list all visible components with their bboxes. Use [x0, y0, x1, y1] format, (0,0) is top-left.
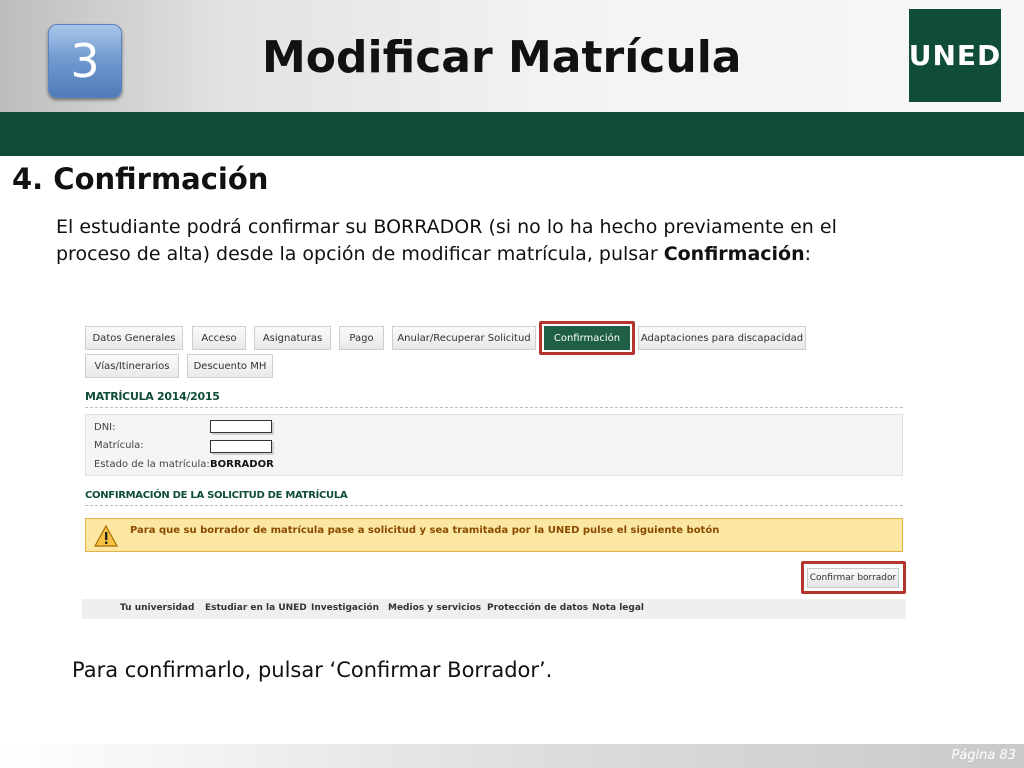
- warning-box: [85, 518, 903, 552]
- matricula-label: Matrícula:: [94, 440, 144, 451]
- dni-field[interactable]: [210, 420, 272, 433]
- embedded-screenshot: [82, 320, 906, 620]
- intro-text: El estudiante podrá confirmar su BORRADOR (si no lo ha hecho previamente en el proceso de alta) desde la opción de modificar matrícula, pulsar: [56, 216, 837, 265]
- tab-anular-recuperar[interactable]: Anular/Recuperar Solicitud: [392, 326, 536, 350]
- outro-text: Para confirmarlo, pulsar ‘Confirmar Borrador’.: [72, 658, 553, 682]
- footer-link[interactable]: Estudiar en la UNED: [205, 603, 307, 613]
- uned-logo: UNED: [909, 9, 1001, 102]
- tab-descuento-mh[interactable]: Descuento MH: [187, 354, 273, 378]
- tab-acceso[interactable]: Acceso: [192, 326, 246, 350]
- confirmation-title: CONFIRMACIÓN DE LA SOLICITUD DE MATRÍCULA: [85, 490, 348, 501]
- intro-paragraph: [56, 214, 916, 268]
- warning-icon: [94, 525, 118, 547]
- footer-link[interactable]: Protección de datos: [487, 603, 589, 613]
- tab-confirmacion[interactable]: Confirmación: [544, 326, 630, 350]
- tab-datos-generales[interactable]: Datos Generales: [85, 326, 183, 350]
- footer-link[interactable]: Tu universidad: [120, 603, 195, 613]
- footer-link[interactable]: Investigación: [311, 603, 379, 613]
- tab-vias-itinerarios[interactable]: Vías/Itinerarios: [85, 354, 179, 378]
- matricula-form: [85, 414, 903, 476]
- tab-adaptaciones[interactable]: Adaptaciones para discapacidad: [638, 326, 806, 350]
- highlight-confirmacion-tab: [539, 321, 635, 355]
- slide-title: Modificar Matrícula: [262, 32, 742, 83]
- page-footer-bar: [0, 744, 1024, 768]
- highlight-confirmar-button: [801, 561, 906, 594]
- confirmar-borrador-button[interactable]: Confirmar borrador: [807, 568, 899, 588]
- section-heading: 4. Confirmación: [12, 162, 269, 196]
- intro-bold-text: Confirmación: [663, 243, 805, 265]
- estado-value: BORRADOR: [210, 459, 274, 470]
- footer-link[interactable]: Medios y servicios: [388, 603, 482, 613]
- header-green-bar: [0, 112, 1024, 156]
- divider: [85, 407, 903, 408]
- step-number-badge: [48, 24, 122, 98]
- dni-label: DNI:: [94, 422, 116, 433]
- footer-link[interactable]: Nota legal: [592, 603, 645, 613]
- tab-asignaturas[interactable]: Asignaturas: [254, 326, 331, 350]
- matricula-title: MATRÍCULA 2014/2015: [85, 390, 220, 403]
- tab-pago[interactable]: Pago: [339, 326, 384, 350]
- footer-links: [82, 599, 906, 619]
- warning-text: Para que su borrador de matrícula pase a solicitud y sea tramitada por la UNED pulse el siguiente botón: [130, 525, 720, 536]
- intro-text-end: :: [804, 243, 812, 265]
- estado-label: Estado de la matrícula:: [94, 459, 210, 470]
- matricula-field[interactable]: [210, 440, 272, 453]
- page-number: Página 83: [951, 748, 1016, 763]
- divider: [85, 505, 903, 506]
- step-number: 3: [70, 34, 100, 88]
